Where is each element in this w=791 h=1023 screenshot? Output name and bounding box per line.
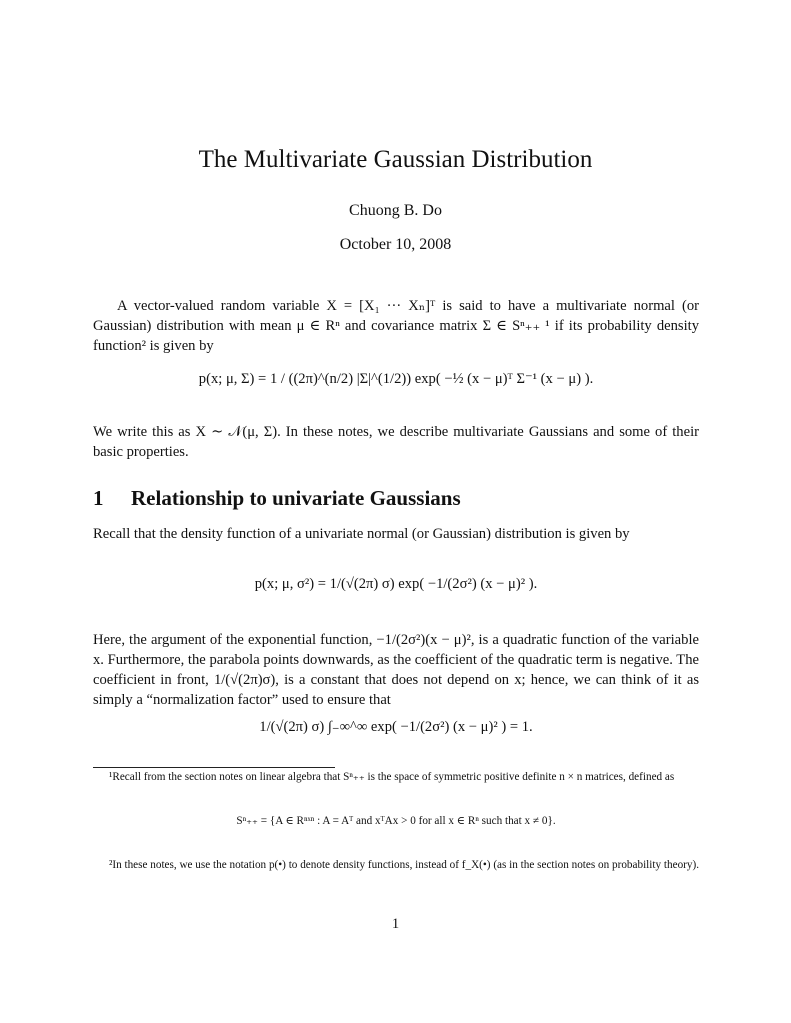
- equation-multivariate-density: p(x; μ, Σ) = 1 / ((2π)^(n/2) |Σ|^(1/2)) exp( −½ (x − μ)ᵀ Σ⁻¹ (x − μ) ).: [198, 371, 594, 387]
- footnote-1: ¹Recall from the section notes on linear algebra that Sⁿ₊₊ is the space of symmetric positive definite n × n matrices, defined as: [109, 771, 675, 783]
- intro-paragraph-1: A vector-valued random variable X = [X₁ ··· Xₙ]ᵀ is said to have a multivariate normal (or Gaussian) distribution with mean μ ∈ Rⁿ and covariance matrix Σ ∈ Sⁿ₊₊ ¹ if its probability density function² is given by: [93, 298, 699, 354]
- section1-paragraph-2: Here, the argument of the exponential function, −1/(2σ²)(x − μ)², is a quadratic function of the variable x. Furthermore, the parabola points downwards, as the coefficient of the quadratic term is negative. The coefficient in front, 1/(√(2π)σ), is a constant that does not depend on x; hence, we can think of it as simply a “normalization factor” used to ensure that: [93, 632, 699, 708]
- footnote-1-equation: Sⁿ₊₊ = {A ∈ Rⁿˣⁿ : A = Aᵀ and xᵀAx > 0 for all x ∈ Rⁿ such that x ≠ 0}.: [236, 815, 556, 827]
- footnote-divider: [93, 767, 335, 768]
- section-heading: [93, 486, 461, 511]
- footnote-2: ²In these notes, we use the notation p(•) to denote density functions, instead of f_X(•) (as in the section notes on probability theory).: [109, 859, 700, 871]
- equation-normalization: 1/(√(2π) σ) ∫₋∞^∞ exp( −1/(2σ²) (x − μ)² ) = 1.: [259, 719, 533, 735]
- intro-paragraph-2: We write this as X ∼ 𝒩(μ, Σ). In these notes, we describe multivariate Gaussians and some of their basic properties.: [93, 424, 699, 460]
- paper-date: October 10, 2008: [339, 236, 452, 253]
- paper-author: Chuong B. Do: [349, 202, 442, 219]
- paper-title: The Multivariate Gaussian Distribution: [198, 146, 593, 173]
- section1-paragraph-1: Recall that the density function of a univariate normal (or Gaussian) distribution is given by: [93, 526, 630, 542]
- equation-univariate-density: p(x; μ, σ²) = 1/(√(2π) σ) exp( −1/(2σ²) (x − μ)² ).: [254, 576, 538, 592]
- page-number: 1: [391, 916, 400, 932]
- section-number: 1: [93, 486, 104, 510]
- section-title: Relationship to univariate Gaussians: [131, 486, 461, 510]
